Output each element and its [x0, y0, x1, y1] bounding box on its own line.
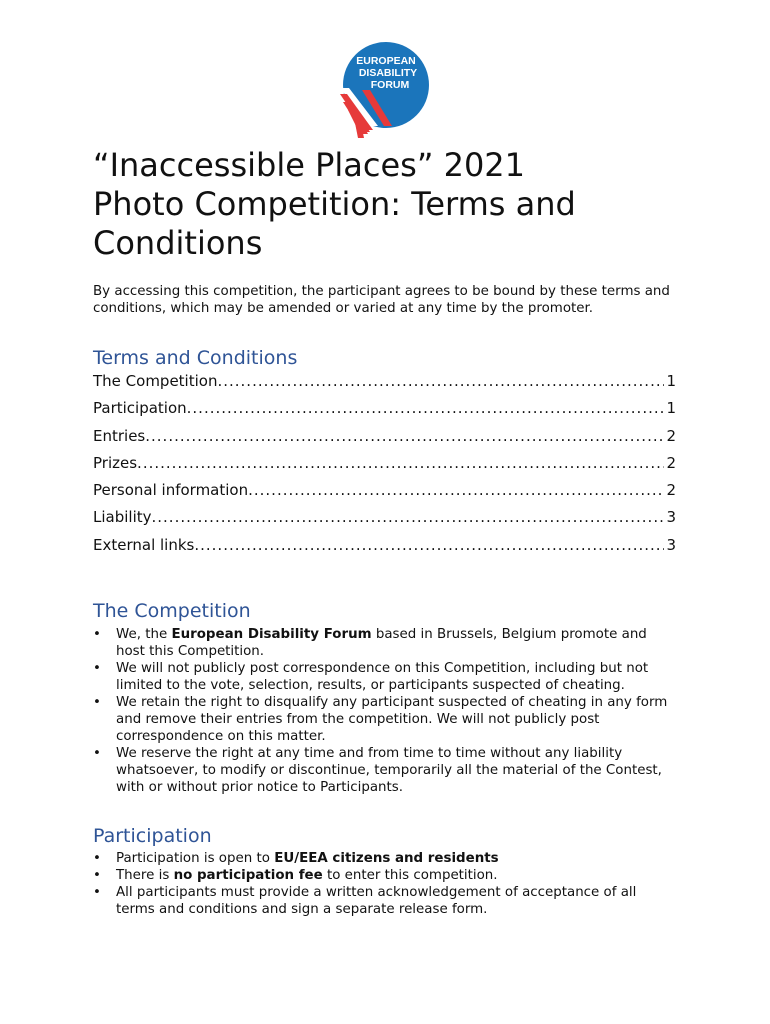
eligibility-highlight: EU/EEA citizens and residents: [274, 851, 499, 866]
document-title: [93, 146, 693, 263]
toc-item-page: 2: [666, 481, 676, 500]
toc-item-label: Entries: [93, 426, 146, 445]
organisation-name: European Disability Forum: [171, 627, 372, 642]
title-line-3: Conditions: [93, 224, 263, 262]
toc-leader: [187, 399, 665, 417]
table-of-contents: [93, 372, 676, 563]
logo-line-3: FORUM: [370, 79, 410, 91]
toc-item-prizes[interactable]: [93, 454, 676, 481]
intro-paragraph: By accessing this competition, the participant agrees to be bound by these terms and conditions, which may be amended or varied at any time by the promoter.: [93, 284, 670, 316]
participation-list: [93, 850, 678, 918]
list-item-text: We, the: [116, 627, 172, 642]
toc-item-page: 3: [666, 508, 676, 527]
toc-item-page: 3: [666, 535, 676, 554]
participation-heading: Participation: [93, 825, 212, 847]
toc-leader: [194, 536, 664, 554]
toc-item-page: 2: [666, 426, 676, 445]
list-item: [93, 626, 678, 660]
competition-list: [93, 626, 678, 796]
toc-item-page: 1: [666, 399, 676, 418]
toc-item-liability[interactable]: [93, 508, 676, 535]
toc-item-participation[interactable]: [93, 399, 676, 426]
toc-item-label: Prizes: [93, 453, 138, 472]
toc-leader: [248, 481, 664, 499]
list-item: • We reserve the right at any time and from time to time without any liability whatsoever, to modify or discontinue, temporarily all the material of the Contest, with or without prior notice to Participants.: [93, 745, 678, 796]
list-item: • We will not publicly post correspondence on this Competition, including but not limited to the vote, selection, results, or participants suspected of cheating.: [93, 660, 678, 694]
toc-item-label: External links: [93, 535, 195, 554]
toc-leader: [137, 454, 664, 472]
list-item-text: There is: [116, 868, 174, 883]
toc-leader: [145, 427, 664, 445]
toc-item-external-links[interactable]: [93, 536, 676, 563]
toc-item-page: 1: [666, 372, 676, 390]
toc-item-label: Participation: [93, 399, 187, 418]
toc-item-label: Liability: [93, 508, 152, 527]
title-line-1: “Inaccessible Places” 2021: [93, 146, 526, 184]
list-item: • All participants must provide a written acknowledgement of acceptance of all terms and conditions and sign a separate release form.: [93, 884, 678, 918]
list-item-text: Participation is open to: [116, 851, 275, 866]
toc-leader: [217, 372, 664, 390]
list-item-text: based in Brussels, Belgium promote and host this Competition.: [116, 627, 647, 659]
toc-item-label: Personal information: [93, 481, 249, 500]
logo-line-2: DISABILITY: [358, 67, 418, 79]
fee-highlight: no participation fee: [173, 868, 323, 883]
toc-item-label: The Competition: [93, 372, 218, 390]
logo-line-1: EUROPEAN: [356, 55, 416, 67]
title-line-2: Photo Competition: Terms and: [93, 185, 576, 223]
toc-item-page: 2: [666, 453, 676, 472]
list-item: • We retain the right to disqualify any participant suspected of cheating in any form and remove their entries from the competition. We will not publicly post correspondence on this matter.: [93, 694, 678, 745]
list-item: [93, 850, 678, 867]
edf-logo: [340, 42, 432, 142]
list-item-text: to enter this competition.: [322, 868, 498, 883]
toc-item-the-competition[interactable]: [93, 372, 676, 399]
toc-item-entries[interactable]: [93, 427, 676, 454]
list-item: [93, 867, 678, 884]
toc-leader: [152, 508, 665, 526]
toc-item-personal-information[interactable]: [93, 481, 676, 508]
competition-heading: The Competition: [93, 600, 251, 622]
toc-heading: Terms and Conditions: [93, 347, 298, 369]
